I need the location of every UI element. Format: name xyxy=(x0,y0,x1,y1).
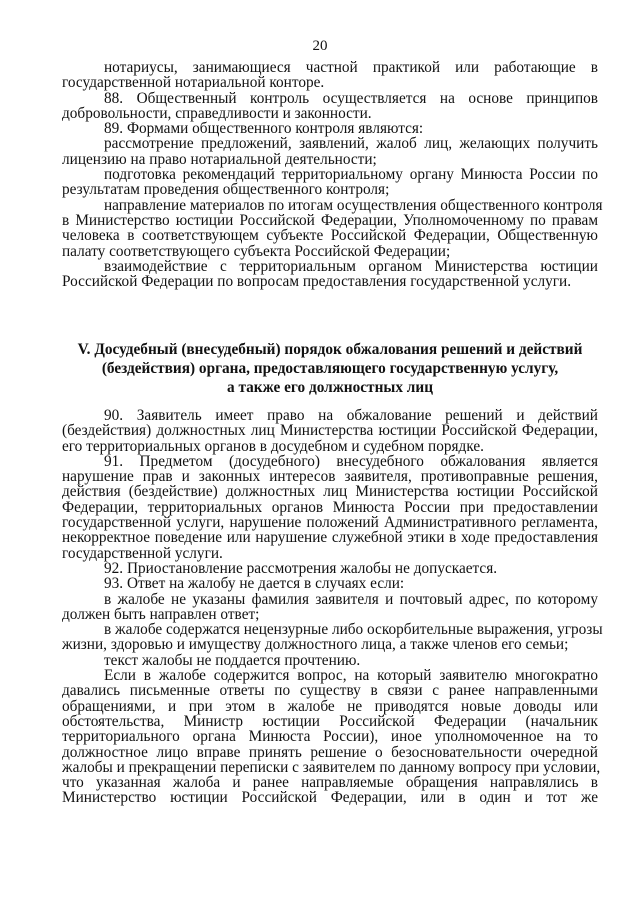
paragraph xyxy=(62,166,598,197)
text-line: 90. Заявитель имеет право на обжалование решений и действий xyxy=(104,407,598,424)
text-line: Федерации, территориальных органов Минюста России при предоставлении xyxy=(62,498,598,516)
paragraph xyxy=(62,120,598,138)
paragraph xyxy=(62,135,598,166)
text-line: (бездействия) должностных лиц Министерства юстиции Российской Федерации, xyxy=(62,422,598,440)
section-heading xyxy=(62,340,598,397)
text-line: обращениями, и при этом в жалобе не приводятся новые доводы или xyxy=(62,697,598,715)
text-line: направление материалов по итогам осуществления общественного контроля xyxy=(104,196,603,214)
text-line: в Министерство юстиции Российской Федерации, Уполномоченному по правам xyxy=(62,211,598,229)
text-line: давались письменные ответы по существу в связи с ранее направленными xyxy=(62,682,598,700)
page-number: 20 xyxy=(312,38,328,54)
text-line: 88. Общественный контроль осуществляется на основе принципов xyxy=(104,89,598,107)
paragraph xyxy=(62,652,598,667)
text-line: рассмотрение предложений, заявлений, жалоб лиц, желающих получить xyxy=(104,135,598,153)
paragraph xyxy=(62,258,598,289)
text-line: жалобы и прекращении переписки с заявителем по данному вопросу при условии, xyxy=(62,758,601,776)
body-text-top xyxy=(62,59,603,291)
paragraph xyxy=(62,560,598,575)
text-line: в жалобе содержатся нецензурные либо оскорбительные выражения, угрозы xyxy=(104,621,603,639)
paragraph xyxy=(62,59,598,90)
text-line: государственной услуги, нарушение положений Административного регламента, xyxy=(62,514,598,532)
text-line: результатам проведения общественного контроля; xyxy=(62,181,390,199)
text-line: некорректное поведение или нарушение служебной этики в ходе предоставления xyxy=(62,529,598,547)
paragraph xyxy=(62,667,601,807)
paragraph xyxy=(62,591,598,622)
text-line: нарушение прав и законных интересов заявителя, противоправные решения, xyxy=(62,468,598,486)
body-text-bottom xyxy=(62,407,603,807)
text-line: 93. Ответ на жалобу не дается в случаях если: xyxy=(104,575,405,593)
text-line: палату соответствующего субъекта Российской Федерации; xyxy=(62,242,451,260)
text-line: обстоятельства, Министр юстиции Российской Федерации (начальник xyxy=(62,712,598,730)
heading-line: а также его должностных лиц xyxy=(226,379,434,396)
text-line: что указанная жалоба и ранее направляемые обращения направлялись в xyxy=(62,774,598,792)
text-line: Российской Федерации по вопросам предоставления государственной услуги. xyxy=(62,273,572,291)
paragraph xyxy=(62,575,598,593)
paragraph xyxy=(62,90,598,121)
text-line: 92. Приостановление рассмотрения жалобы не допускается. xyxy=(104,559,498,577)
text-line: 91. Предметом (досудебного) внесудебного обжалования является xyxy=(104,452,598,470)
heading-line: (бездействия) органа, предоставляющего государственную услугу, xyxy=(101,360,559,377)
text-line: жизни, здоровью и имуществу должностного лица, а также членов его семьи; xyxy=(62,636,569,654)
text-line: действия (бездействие) должностных лиц Министерства юстиции Российской xyxy=(62,483,598,501)
text-line: в жалобе не указаны фамилия заявителя и почтовый адрес, по которому xyxy=(104,590,598,608)
text-line: должностное лицо вправе принять решение о безосновательности очередной xyxy=(62,743,598,761)
text-line: добровольности, справедливости и законности. xyxy=(62,104,372,122)
text-line: территориального органа Минюста России), иное уполномоченное на то xyxy=(62,728,598,746)
text-line: лицензию на право нотариальной деятельности; xyxy=(62,150,377,168)
text-line: человека в соответствующем субъекте Российской Федерации, Общественную xyxy=(62,227,598,245)
text-line: его территориальных органов в досудебном и судебном порядке. xyxy=(62,437,484,455)
paragraph xyxy=(62,407,598,453)
paragraph xyxy=(62,621,603,654)
text-line: 89. Формами общественного контроля являются: xyxy=(104,120,424,138)
text-line: государственной нотариальной конторе. xyxy=(62,74,325,92)
text-line: нотариусы, занимающиеся частной практикой или работающие в xyxy=(104,59,598,76)
text-line: взаимодействие с территориальным органом Министерства юстиции xyxy=(104,257,598,275)
paragraph xyxy=(62,196,603,260)
heading-line: V. Досудебный (внесудебный) порядок обжалования решений и действий xyxy=(77,341,583,358)
text-line: Министерство юстиции Российской Федерации, или в один и тот же xyxy=(62,789,598,807)
text-line: государственной услуги. xyxy=(62,544,223,562)
text-line: текст жалобы не поддается прочтению. xyxy=(104,651,361,669)
paragraph xyxy=(62,453,598,560)
text-line: подготовка рекомендаций территориальному органу Минюста России по xyxy=(104,166,598,184)
text-line: должен быть направлен ответ; xyxy=(62,605,260,623)
text-line: Если в жалобе содержится вопрос, на который заявителю многократно xyxy=(104,667,598,685)
